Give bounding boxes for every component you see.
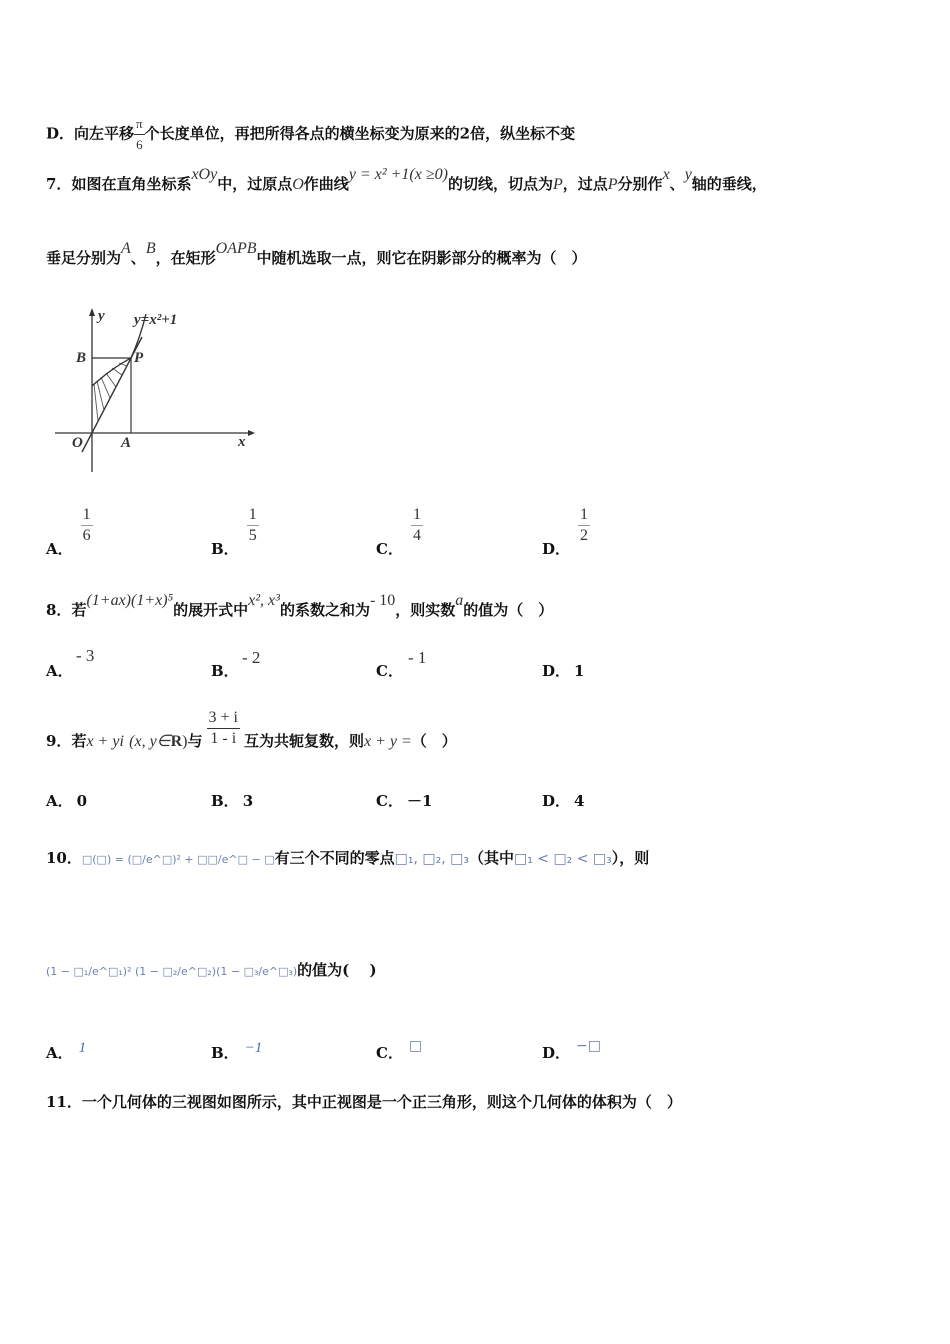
label-B: B [76, 350, 87, 366]
q10-stem-line2: (1 − □₁/e^□₁)² (1 − □₂/e^□₂)(1 − □₃/e^□₃)的值为( ) [46, 961, 377, 979]
q7-option-a[interactable]: A． $\frac{1}{6}$ [46, 506, 91, 558]
q8-option-a-value: - 3 [76, 646, 95, 665]
q8-option-c-value: - 1 [408, 648, 427, 667]
q9-option-d[interactable]: D． 4 [542, 792, 585, 810]
q8-option-b-value: - 2 [242, 648, 261, 667]
curve-equation: y = x² +1(x ≥0) [348, 166, 448, 183]
q9-stem: 9．若x + yi (x, y∈R)与 $\frac{3 + i}{1 - i}$ 互为共轭复数，则x + y =（ ） [46, 709, 457, 750]
question-number: 9． [46, 732, 72, 750]
q8-option-b[interactable]: B． [211, 662, 239, 680]
q8-option-c[interactable]: C． [376, 662, 403, 680]
question-number: 8． [46, 601, 72, 619]
label-P: P [134, 350, 144, 366]
y-axis-arrow-icon [89, 308, 95, 316]
q10-option-d[interactable]: D． −□ [542, 1038, 601, 1062]
fraction-pi-over-6: $\frac{\pi}{6}$ [136, 116, 143, 152]
q10-stem-line1: 10．□(□) = (□/e^□)² + □□/e^□ − □有三个不同的零点□₁, □₂, □₃（其中□₁ < □₂ < □₃），则 [46, 849, 650, 867]
function-image-glyph: □(□) = (□/e^□)² + □□/e^□ − □ [81, 853, 275, 866]
q8-option-d[interactable]: D． 1 [542, 662, 585, 680]
label-y: y [98, 308, 105, 324]
label-x: x [238, 434, 246, 450]
expression-image-glyph: (1 − □₁/e^□₁)² (1 − □₂/e^□₂)(1 − □₃/e^□₃) [46, 965, 298, 978]
q10-option-b[interactable]: B． −1 [211, 1040, 263, 1062]
q7-figure [50, 300, 270, 480]
q10-option-c[interactable]: C． □ [376, 1038, 423, 1062]
question-number: 10． [46, 849, 82, 867]
q7-option-c[interactable]: C． $\frac{1}{4}$ [376, 506, 421, 558]
question-number: 7． [46, 175, 72, 193]
question-number: 11． [46, 1093, 82, 1111]
fraction-3plusi-over-1minusi: $\frac{3 + i}{1 - i}$ [208, 709, 238, 747]
q9-option-c[interactable]: C． －1 [376, 792, 433, 810]
tangent-line [82, 337, 142, 452]
q8-stem: 8．若(1+ax)(1+x)⁵的展开式中x², x³的系数之和为- 10，则实数a的值为（ ） [46, 592, 554, 619]
q9-option-b[interactable]: B． 3 [211, 792, 254, 810]
q10-option-a[interactable]: A． 1 [46, 1040, 87, 1062]
q7-option-b[interactable]: B． $\frac{1}{5}$ [211, 506, 257, 558]
q7-option-d[interactable]: D． $\frac{1}{2}$ [542, 506, 589, 558]
option-label: D． [46, 124, 75, 143]
q9-option-a[interactable]: A． 0 [46, 792, 88, 810]
q11-stem: 11．一个几何体的三视图如图所示，其中正视图是一个正三角形，则这个几何体的体积为（ ） [46, 1093, 682, 1111]
q8-option-a[interactable]: A． [46, 662, 73, 680]
label-curve: y=x²+1 [134, 312, 178, 328]
label-A: A [121, 435, 132, 451]
q7-stem-line1: 7．如图在直角坐标系xOy中，过原点O作曲线y = x² +1(x ≥0)的切线，切点为P，过点P分别作x、y轴的垂线， [46, 166, 767, 193]
x-axis-arrow-icon [248, 430, 255, 436]
q6-option-d: D．向左平移 $\frac{\pi}{6}$ 个长度单位，再把所得各点的横坐标变为原来的2倍，纵坐标不变 [46, 114, 575, 155]
q7-stem-line2: 垂足分别为A、B，在矩形OAPB中随机选取一点，则它在阴影部分的概率为（ ） [46, 240, 587, 267]
label-O: O [72, 435, 83, 451]
